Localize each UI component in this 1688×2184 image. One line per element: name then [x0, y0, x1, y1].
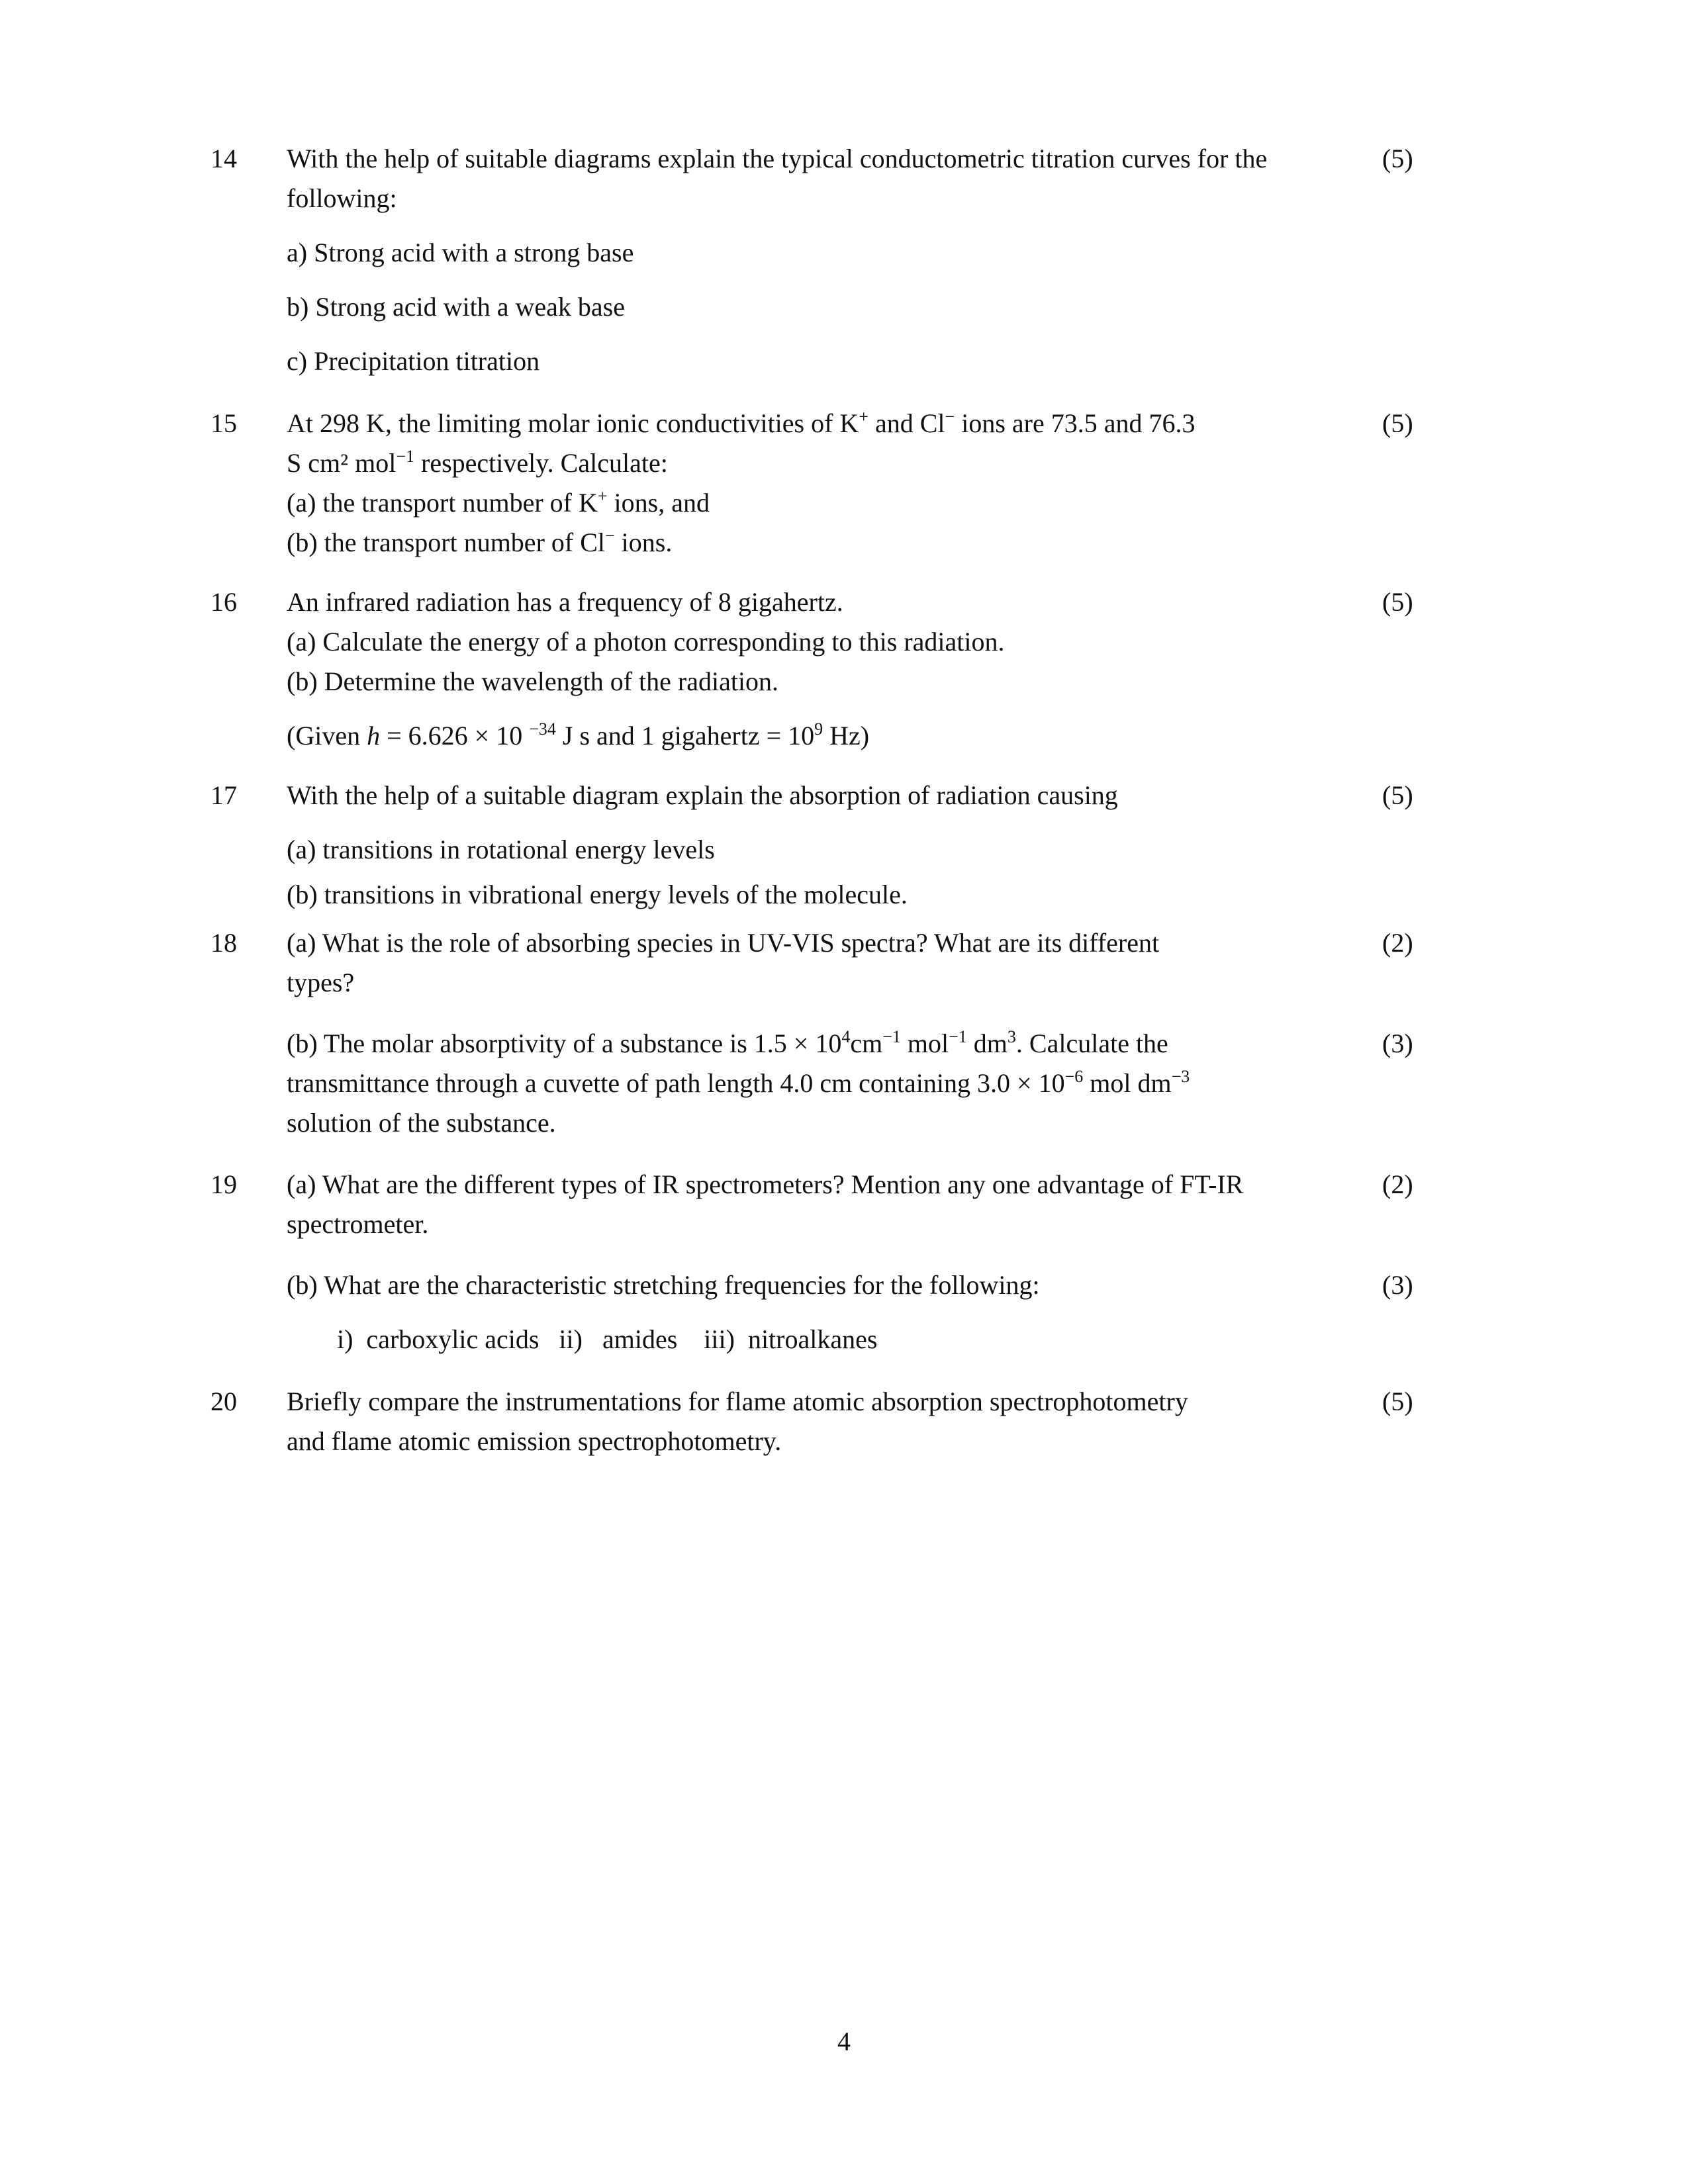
question-text: spectrometer.: [287, 1209, 429, 1239]
question-text: S cm² mol$^{-1}$ respectively. Calculate:: [287, 447, 668, 478]
question-body: [287, 1165, 1352, 1359]
question-number: 14: [211, 144, 237, 173]
question-text: An infrared radiation has a frequency of 8 gigahertz.: [287, 587, 843, 617]
question-marks: (5): [1382, 587, 1413, 617]
question-number: 17: [211, 780, 237, 810]
question-part: (b) What are the characteristic stretching frequencies for the following:: [287, 1270, 1040, 1300]
question-option: b) Strong acid with a weak base: [287, 292, 625, 322]
question-number: 16: [211, 587, 237, 617]
question-text: With the help of a suitable diagram explain the absorption of radiation causing: [287, 780, 1118, 810]
question-text: following:: [287, 183, 397, 213]
question-body: [287, 776, 1352, 915]
question-part: (b) transitions in vibrational energy levels of the molecule.: [287, 880, 908, 909]
question-body: [287, 404, 1352, 563]
question-part: (b) Determine the wavelength of the radiation.: [287, 666, 779, 696]
question-part: (b) The molar absorptivity of a substance is $1.5 \times 10^4cm^{-1}$ mol$^{-1}$ $dm^3$. Calculate the: [287, 1027, 1168, 1058]
question-part: (b) the transport number of Cl− ions.: [287, 526, 673, 557]
question-part: (a) the transport number of K+ ions, and: [287, 486, 710, 518]
question-text: types?: [287, 968, 355, 997]
question-text: solution of the substance.: [287, 1108, 556, 1138]
question-text: transmittance through a cuvette of path length 4.0 cm containing $3.0 \times 10^{-6}$ mol $dm^{-3}$: [287, 1067, 1190, 1098]
question-marks: (3): [1382, 1028, 1413, 1058]
question-number: 15: [211, 408, 237, 438]
question-number: 19: [211, 1169, 237, 1199]
given-constants: (Given h = 6.626 × 10 $^{-34}$ J s and 1 gigahertz = $10^9$ Hz): [287, 719, 870, 751]
question-marks: (5): [1382, 408, 1413, 438]
page-number: 4: [837, 2026, 851, 2056]
question-text: and flame atomic emission spectrophotometry.: [287, 1426, 782, 1456]
question-part: (a) What is the role of absorbing species in UV-VIS spectra? What are its different: [287, 928, 1160, 958]
question-marks: (3): [1382, 1270, 1413, 1300]
question-marks: (2): [1382, 1169, 1413, 1199]
question-number: 20: [211, 1387, 237, 1416]
question-text: Briefly compare the instrumentations for flame atomic absorption spectrophotometry: [287, 1387, 1188, 1416]
question-marks: (5): [1382, 1387, 1413, 1416]
question-part: (a) Calculate the energy of a photon corresponding to this radiation.: [287, 627, 1005, 657]
question-body: [287, 923, 1352, 1143]
question-marks: (2): [1382, 928, 1413, 958]
question-body: [287, 139, 1352, 381]
question-text: At 298 K, the limiting molar ionic conductivities of K+ and Cl− ions are 73.5 and 76.3: [287, 407, 1196, 438]
question-marks: (5): [1382, 780, 1413, 810]
question-part: (a) What are the different types of IR spectrometers? Mention any one advantage of FT-IR: [287, 1169, 1244, 1199]
question-number: 18: [211, 928, 237, 958]
question-text: With the help of suitable diagrams explain the typical conductometric titration curves for the: [287, 144, 1268, 173]
question-part: (a) transitions in rotational energy levels: [287, 835, 715, 864]
question-body: [287, 582, 1352, 756]
question-marks: (5): [1382, 144, 1413, 173]
question-option: a) Strong acid with a strong base: [287, 238, 634, 267]
question-option: c) Precipitation titration: [287, 346, 540, 376]
question-body: [287, 1382, 1352, 1461]
question-subparts: i) carboxylic acids ii) amides iii) nitroalkanes: [337, 1324, 878, 1354]
